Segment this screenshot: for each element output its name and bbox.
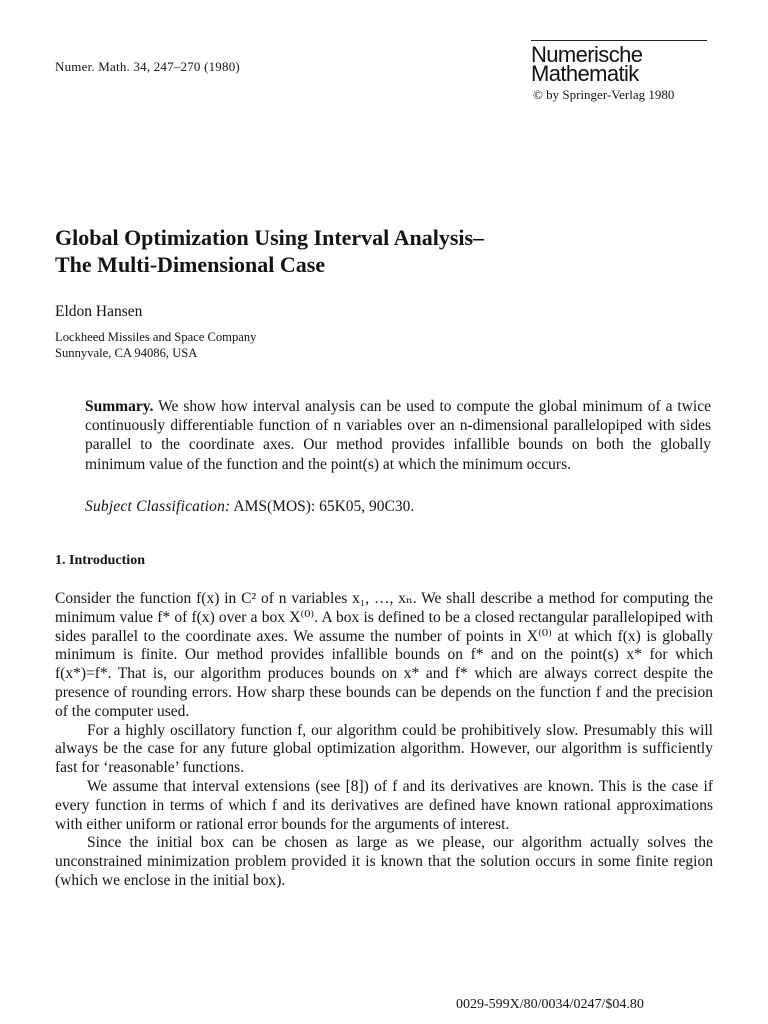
- paragraph-1: Consider the function f(x) in C² of n variables x₁, …, xₙ. We shall describe a method for computing the minimum value f* of f(x) over a box X⁽⁰⁾. A box is defined to be a closed rectangular parallelopiped with sides parallel to the coordinate axes. We assume the number of points in X⁽⁰⁾ at which f(x) is globally minimum is finite. Our method provides infallible bounds on f* and on the point(s) x* for which f(x*)=f*. That is, our algorithm produces bounds on x* and f* which are always correct despite the presence of rounding errors. How sharp these bounds can be depends on the function f and the precision of the computer used.: [55, 590, 713, 720]
- section-body: [55, 590, 713, 891]
- paragraph-4: Since the initial box can be chosen as large as we please, our algorithm actually solves the unconstrained minimization problem provided it is known that the solution occurs in some finite region (which we enclose in the initial box).: [55, 834, 713, 889]
- journal-name-line2: Mathematik: [531, 61, 639, 86]
- paragraph-2: For a highly oscillatory function f, our algorithm could be prohibitively slow. Presumably this will always be the case for any future global optimization algorithm. However, our algorithm is sufficiently fast for ‘reasonable’ functions.: [55, 721, 713, 777]
- affiliation-line-1: Lockheed Missiles and Space Company: [55, 330, 257, 344]
- classification-label: Subject Classification:: [85, 498, 231, 515]
- abstract-label: Summary.: [85, 398, 154, 415]
- journal-masthead: [531, 40, 707, 103]
- abstract: [85, 397, 711, 474]
- article-title: [55, 224, 484, 278]
- copyright-notice: © by Springer-Verlag 1980: [533, 87, 675, 102]
- abstract-text: We show how interval analysis can be used to compute the global minimum of a twice continuously differentiable function of n variables over an n-dimensional parallelopiped with sides parallel to the coordinate axes. Our method provides infallible bounds on both the globally minimum value of the function and the point(s) at which the minimum occurs.: [85, 398, 711, 473]
- affiliation-line-2: Sunnyvale, CA 94086, USA: [55, 346, 198, 360]
- journal-name-line1: Numerische: [531, 42, 643, 67]
- author-affiliation: [55, 329, 256, 361]
- subject-classification: [85, 498, 414, 516]
- paragraph-3: We assume that interval extensions (see [8]) of f and its derivatives are known. This is the case if every function in terms of which f and its derivatives are defined have known rational approximations with either uniform or rational error bounds for the arguments of interest.: [55, 777, 713, 833]
- classification-codes: AMS(MOS): 65K05, 90C30.: [230, 498, 415, 515]
- title-line-1: Global Optimization Using Interval Analysis–: [55, 225, 485, 250]
- author-name: Eldon Hansen: [55, 303, 143, 320]
- title-line-2: The Multi-Dimensional Case: [55, 252, 326, 277]
- article-code: 0029-599X/80/0034/0247/$04.80: [456, 997, 644, 1012]
- section-heading: 1. Introduction: [55, 553, 145, 568]
- journal-citation: Numer. Math. 34, 247–270 (1980): [55, 59, 240, 74]
